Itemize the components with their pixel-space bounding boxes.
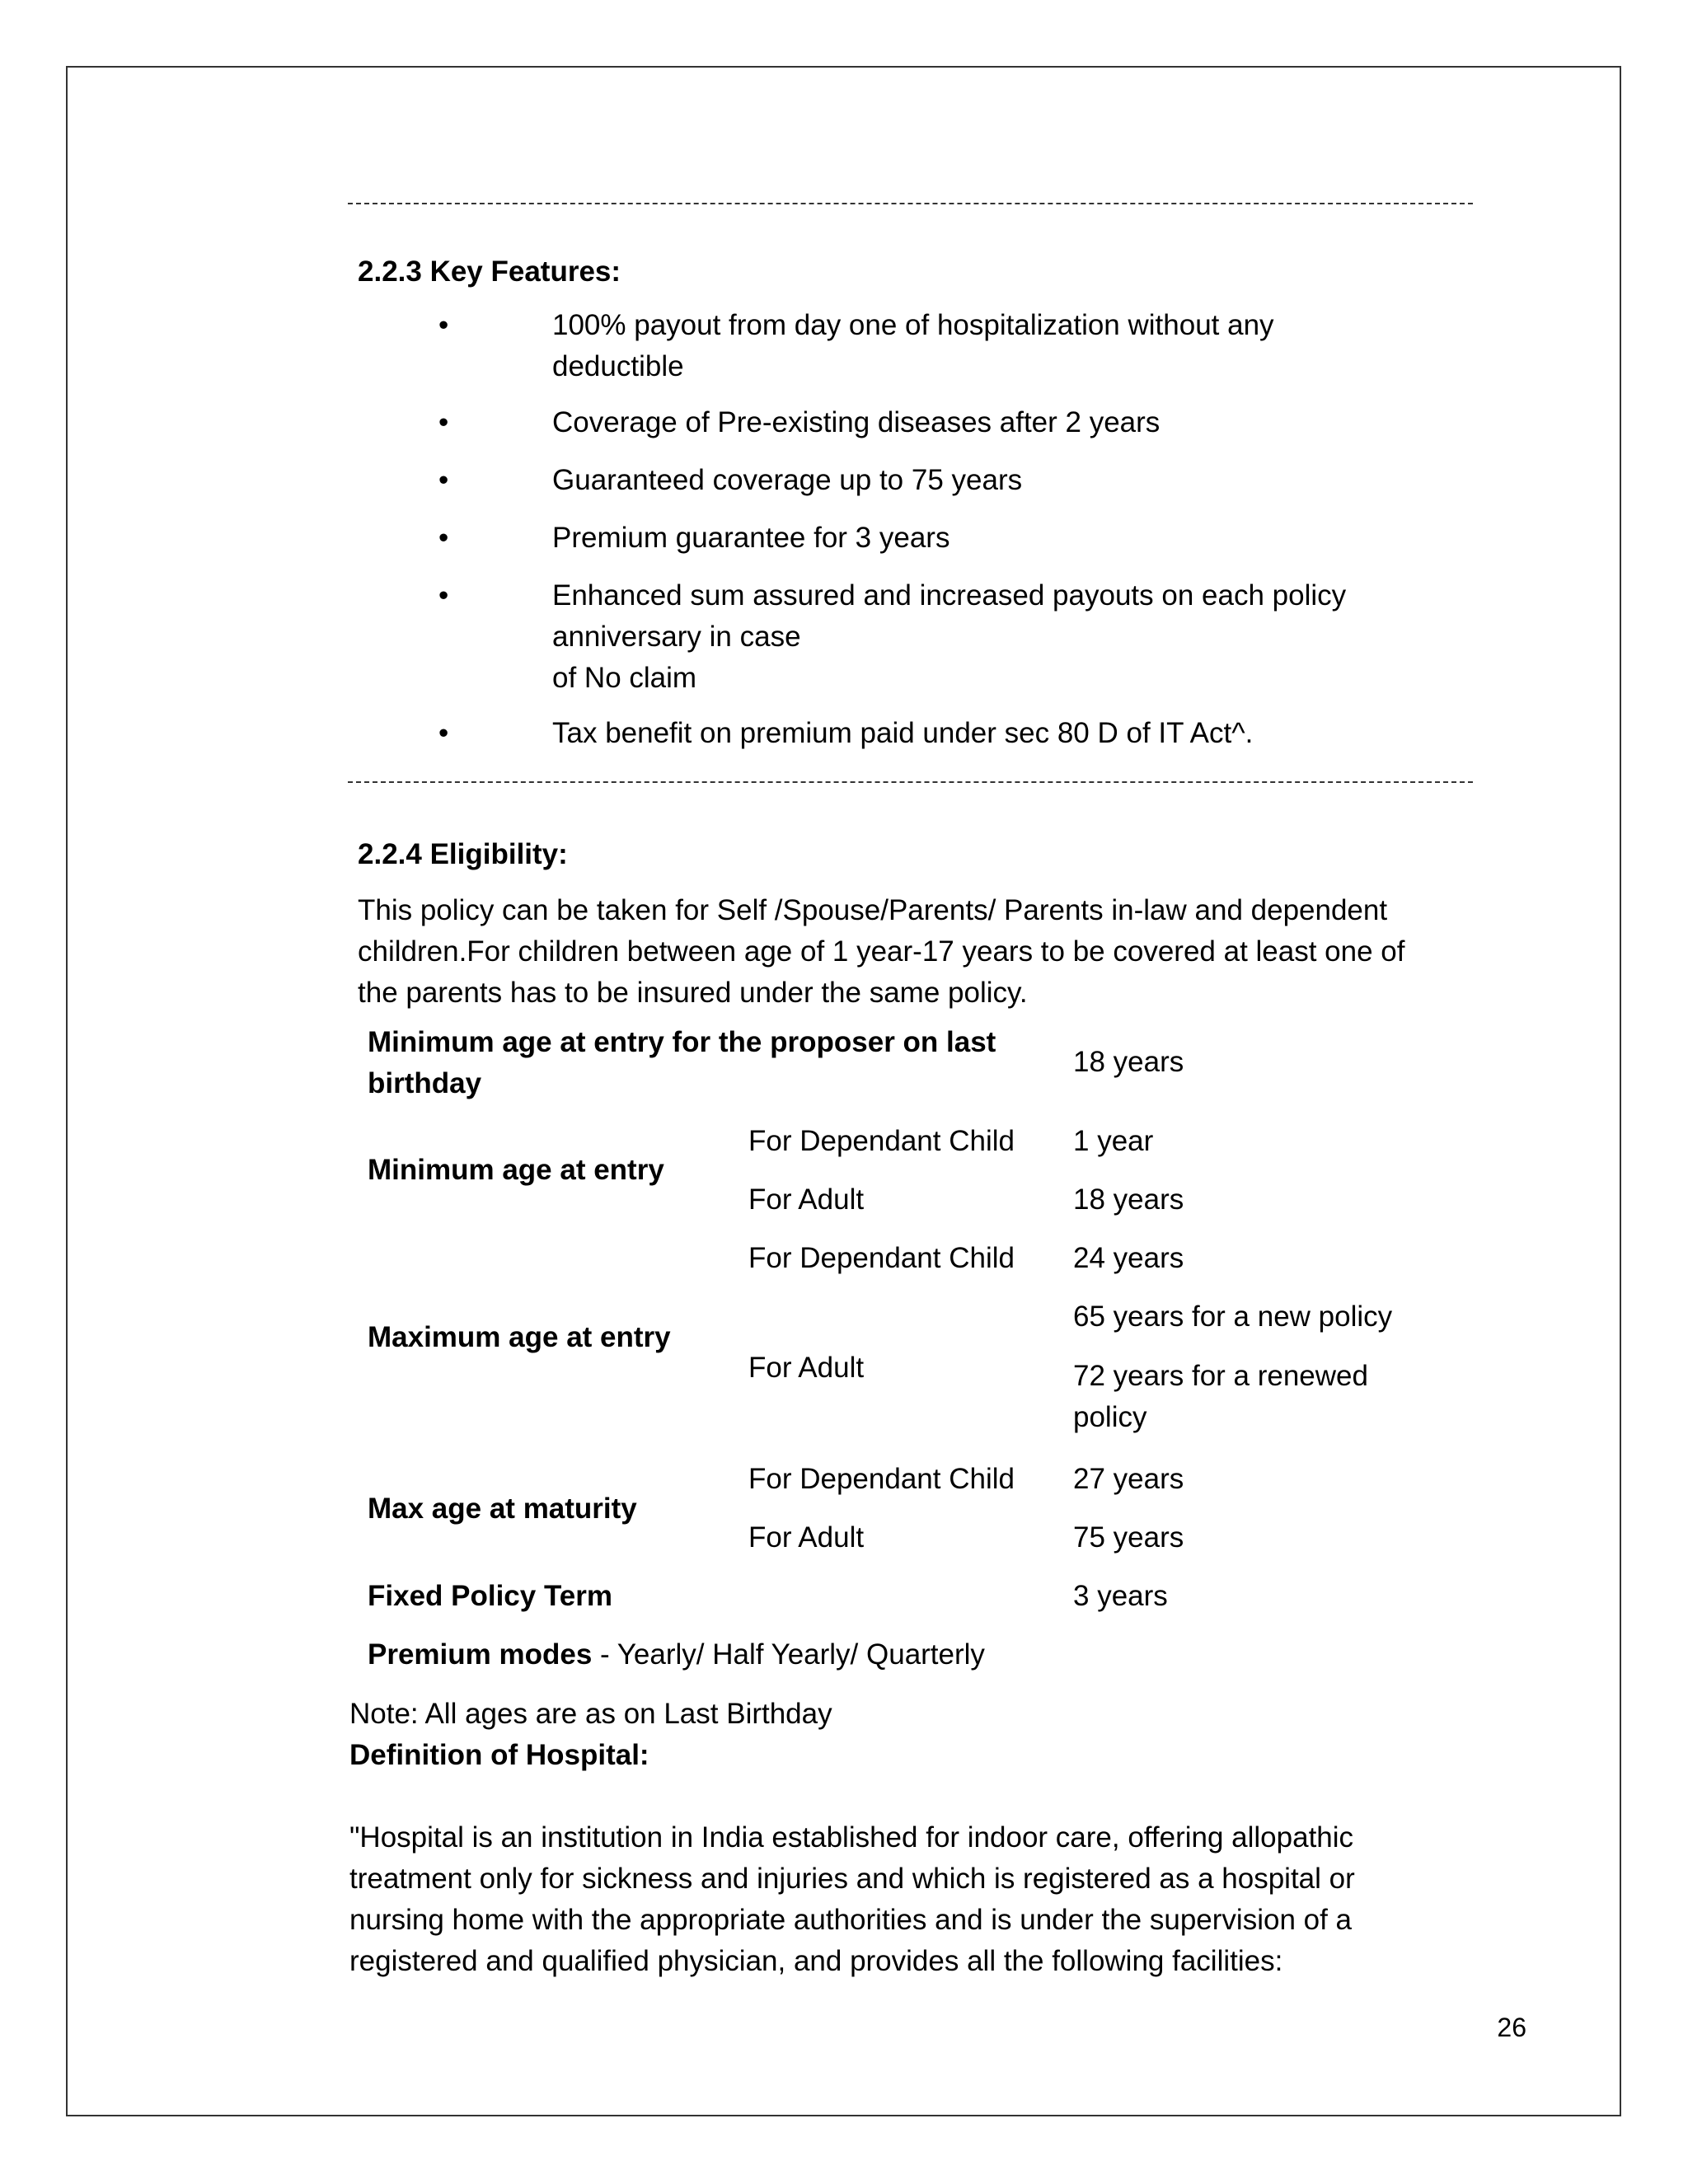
key-features-heading: 2.2.3 Key Features: xyxy=(358,255,621,288)
ages-note: Note: All ages are as on Last Birthday xyxy=(349,1698,832,1730)
bullet-icon: • xyxy=(438,464,449,496)
definition-text: "Hospital is an institution in India established for indoor care, offering allopathic treatment only for sickness and injuries and which is registered as a hospital or nursing home with the appropriate authorities and is under the supervision of a registered and qualified physician, and provides all the following facilities: xyxy=(349,1821,1355,1977)
premium-modes-value: - Yearly/ Half Yearly/ Quarterly xyxy=(592,1638,985,1671)
bullet-text: Enhanced sum assured and increased payouts on each policy anniversary in case of No claim xyxy=(552,579,1347,694)
dashed-divider-top xyxy=(348,203,1473,204)
fixed-term-value: 3 years xyxy=(1073,1580,1168,1612)
min-age-proposer-value: 18 years xyxy=(1073,1046,1184,1078)
max-maturity-adult-value: 75 years xyxy=(1073,1521,1184,1554)
min-age-child-label: For Dependant Child xyxy=(748,1125,1015,1157)
fixed-term-label: Fixed Policy Term xyxy=(368,1580,612,1612)
min-age-child-value: 1 year xyxy=(1073,1125,1154,1157)
bullet-text: 100% payout from day one of hospitalization without any deductible xyxy=(552,309,1274,382)
bullet-icon: • xyxy=(438,406,449,438)
bullet-text: Coverage of Pre-existing diseases after 2 years xyxy=(552,406,1160,438)
premium-modes-row xyxy=(368,1634,1357,1675)
eligibility-heading: 2.2.4 Eligibility: xyxy=(358,838,568,870)
page-content xyxy=(348,0,1526,2184)
premium-modes-label: Premium modes xyxy=(368,1638,593,1671)
bullet-text: Premium guarantee for 3 years xyxy=(552,522,950,554)
max-age-adult-value-renewed: 72 years for a renewed policy xyxy=(1073,1360,1368,1433)
max-maturity-child-label: For Dependant Child xyxy=(748,1463,1015,1495)
max-age-adult-value-new: 65 years for a new policy xyxy=(1073,1301,1393,1333)
max-age-child-value: 24 years xyxy=(1073,1242,1184,1274)
max-maturity-adult-label: For Adult xyxy=(748,1521,865,1554)
bullet-icon: • xyxy=(438,717,449,749)
bullet-text: Guaranteed coverage up to 75 years xyxy=(552,464,1023,496)
max-age-adult-label: For Adult xyxy=(748,1352,865,1384)
min-age-adult-label: For Adult xyxy=(748,1183,865,1216)
max-maturity-child-value: 27 years xyxy=(1073,1463,1184,1495)
max-age-label: Maximum age at entry xyxy=(368,1321,671,1353)
min-age-proposer-label: Minimum age at entry for the proposer on last birthday xyxy=(368,1026,996,1099)
max-maturity-label: Max age at maturity xyxy=(368,1493,637,1525)
bullet-icon: • xyxy=(438,309,449,341)
dashed-divider-bottom xyxy=(348,781,1473,783)
definition-heading: Definition of Hospital: xyxy=(349,1739,649,1771)
max-age-child-label: For Dependant Child xyxy=(748,1242,1015,1274)
bullet-icon: • xyxy=(438,579,449,612)
eligibility-intro: This policy can be taken for Self /Spouse/Parents/ Parents in-law and dependent children.For children between age of 1 year-17 years to be covered at least one of the parents has to be insured under the same policy. xyxy=(358,894,1405,1009)
min-age-label: Minimum age at entry xyxy=(368,1154,664,1186)
min-age-adult-value: 18 years xyxy=(1073,1183,1184,1216)
bullet-icon: • xyxy=(438,522,449,554)
bullet-text: Tax benefit on premium paid under sec 80 D of IT Act^. xyxy=(552,717,1254,749)
page-number: 26 xyxy=(1497,2013,1526,2042)
